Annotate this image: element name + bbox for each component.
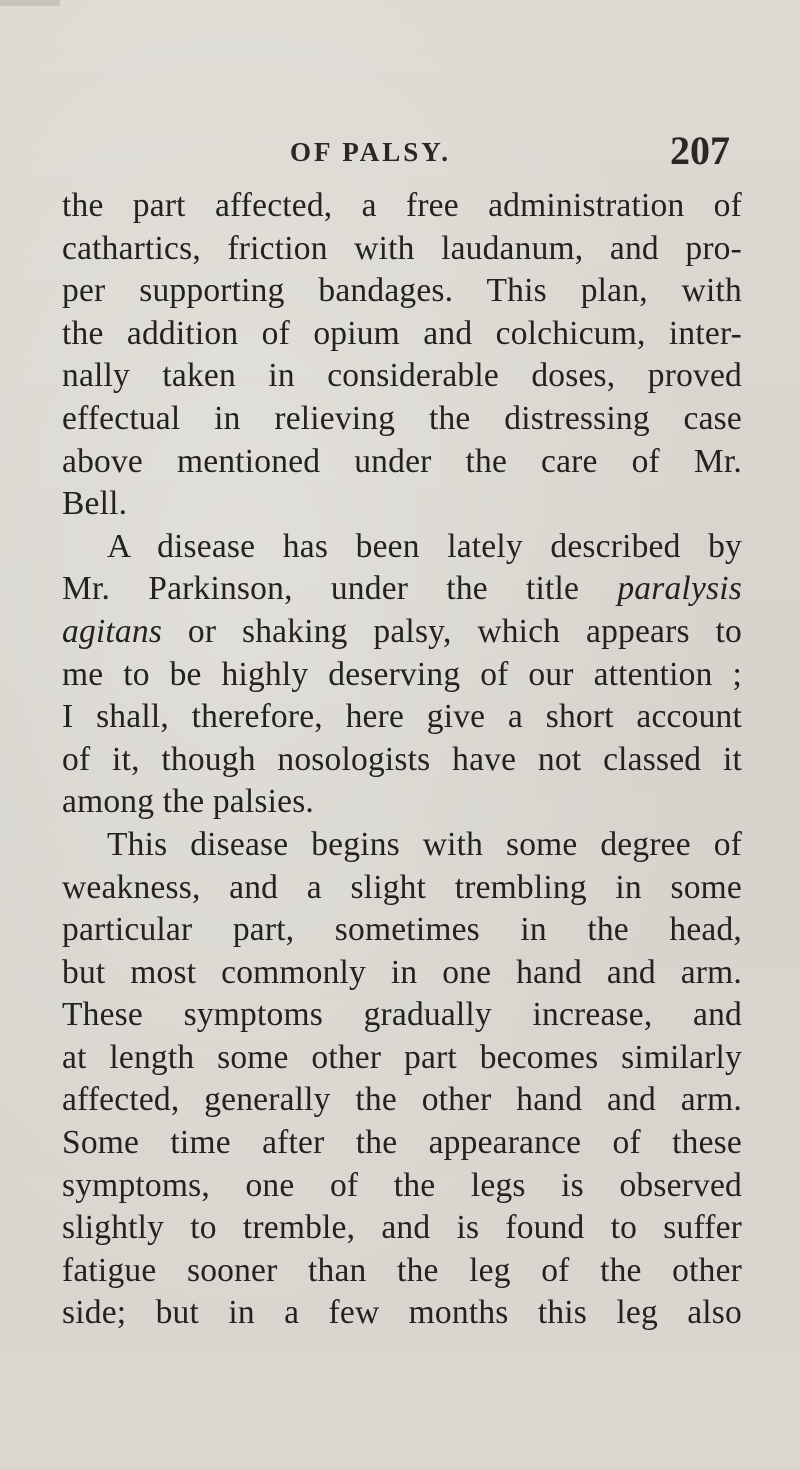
italic-term: agitans bbox=[62, 612, 163, 650]
text-line: weakness, and a slight trembling in some bbox=[62, 868, 742, 906]
italic-term: paralysis bbox=[617, 570, 742, 608]
paper-edge-shadow bbox=[0, 0, 60, 6]
text-line: slightly to tremble, and is found to suffer bbox=[62, 1209, 742, 1247]
body-text bbox=[62, 185, 742, 1335]
text-line: cathartics, friction with laudanum, and pro- bbox=[62, 229, 742, 267]
text-line: among the palsies. bbox=[62, 783, 315, 821]
text-line: nally taken in considerable doses, proved bbox=[62, 357, 742, 395]
running-head bbox=[290, 127, 730, 177]
running-title: OF PALSY. bbox=[290, 137, 452, 167]
text-line: Bell. bbox=[62, 485, 128, 523]
text-line bbox=[62, 611, 742, 654]
page-number: 207 bbox=[670, 128, 730, 173]
text-line: particular part, sometimes in the head, bbox=[62, 911, 742, 949]
text-line: fatigue sooner than the leg of the other bbox=[62, 1251, 742, 1289]
text-line: above mentioned under the care of Mr. bbox=[62, 442, 742, 480]
text-line: These symptoms gradually increase, and bbox=[62, 996, 742, 1034]
text-line: of it, though nosologists have not classed it bbox=[62, 740, 742, 778]
text-line: A disease has been lately described by bbox=[107, 527, 742, 565]
text-line: side; but in a few months this leg also bbox=[62, 1294, 742, 1332]
text-line: I shall, therefore, here give a short account bbox=[62, 698, 742, 736]
text-line: Some time after the appearance of these bbox=[62, 1124, 742, 1162]
text-fragment: Mr. Parkinson, under the title bbox=[62, 570, 580, 608]
text-line: This disease begins with some degree of bbox=[107, 825, 742, 863]
text-line: but most commonly in one hand and arm. bbox=[62, 953, 742, 991]
text-line: the part affected, a free administration of bbox=[62, 187, 742, 224]
text-line: me to be highly deserving of our attention ; bbox=[62, 655, 742, 693]
text-line: affected, generally the other hand and arm. bbox=[62, 1081, 742, 1119]
text-line: symptoms, one of the legs is observed bbox=[62, 1166, 742, 1204]
text-line bbox=[62, 568, 742, 611]
text-line: per supporting bandages. This plan, with bbox=[62, 272, 742, 310]
text-line: the addition of opium and colchicum, inter- bbox=[62, 314, 742, 352]
text-line: effectual in relieving the distressing case bbox=[62, 399, 742, 437]
text-line: at length some other part becomes similarly bbox=[62, 1038, 742, 1076]
text-fragment: or shaking palsy, which appears to bbox=[187, 612, 742, 650]
